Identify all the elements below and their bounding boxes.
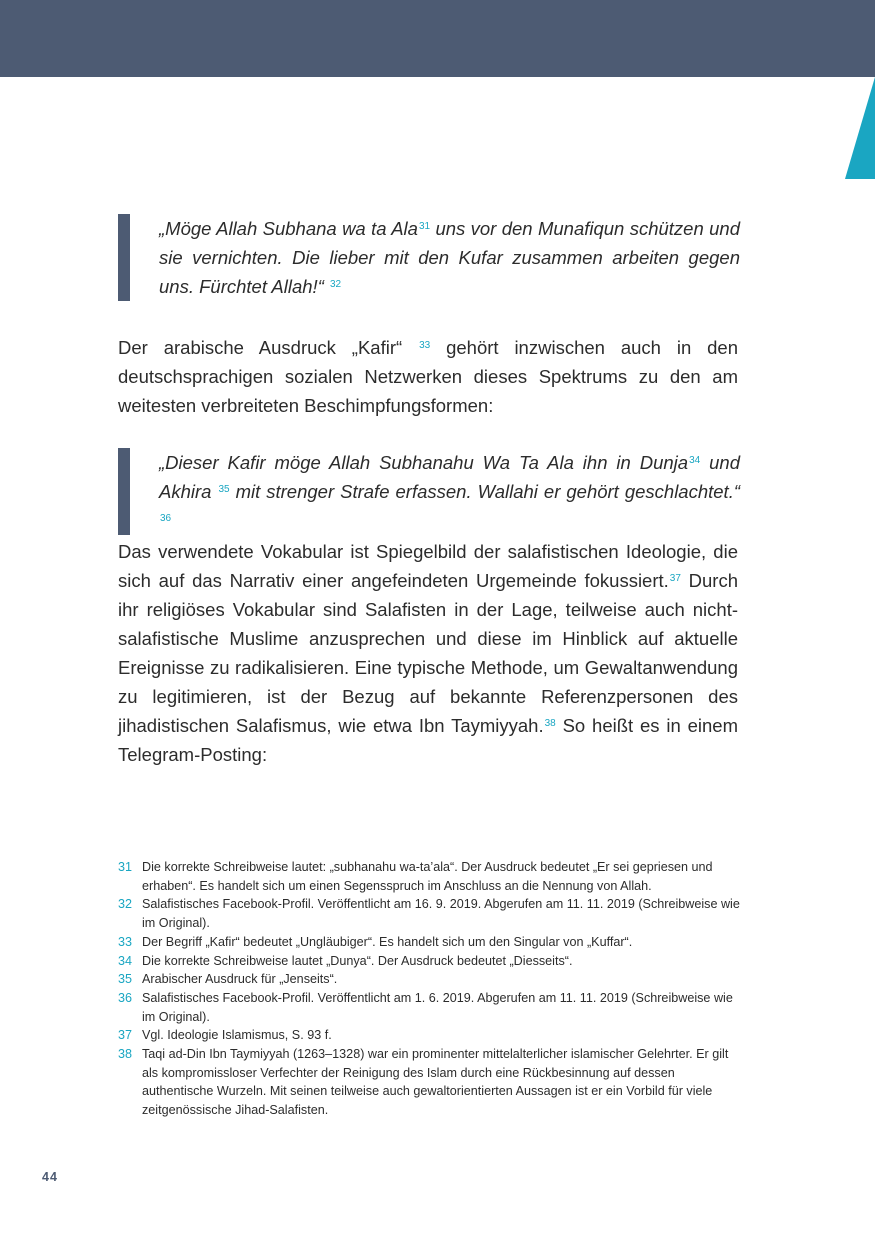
footnote-item [118,933,740,952]
footnote-number[interactable]: 38 [118,1047,133,1062]
paragraph-text: Der arabische Ausdruck „Kafir“ [118,337,403,358]
quote-bar [118,448,130,535]
footnote-ref[interactable]: 36 [160,513,172,524]
paragraph-2 [118,537,738,769]
footnote-item [118,1026,740,1045]
footnote-number[interactable]: 35 [118,972,133,987]
footnote-text: Arabischer Ausdruck für „Jenseits“. [142,972,338,987]
quote-text [159,448,740,535]
footnote-text: Der Begriff „Kafir“ bedeutet „Ungläubiger“. Es handelt sich um den Singular von „Kuffar“. [142,934,633,949]
footnote-number[interactable]: 34 [118,953,133,968]
blockquote-2 [118,448,740,535]
corner-accent-triangle [845,77,875,179]
blockquote-1 [118,214,740,301]
footnote-ref[interactable]: 37 [669,573,681,584]
quote-bar [118,214,130,301]
paragraph-text: Durch ihr religiöses Vokabular sind Salafisten in der Lage, teilweise auch nicht-salafistische Muslime anzusprechen und diese im Hinblick auf aktuelle Ereignisse zu radikalisieren. Eine typische Methode, um Gewaltanwendung zu legitimieren, ist der Bezug auf bekannte Referenzpersonen des jihadistischen Salafismus, wie etwa Ibn Taymiyyah. [118,570,738,736]
quote-text-part: „Möge Allah Subhana wa ta Ala [159,218,418,239]
footnote-item [118,1045,740,1120]
footnote-number[interactable]: 33 [118,934,133,949]
footnote-ref[interactable]: 35 [218,484,230,495]
footnote-text: Vgl. Ideologie Islamismus, S. 93 f. [142,1028,332,1043]
footnote-text: Salafistisches Facebook-Profil. Veröffentlicht am 1. 6. 2019. Abgerufen am 11. 11. 2019 (Schreibweise wie im Original). [142,990,733,1024]
paragraph-text: So heißt es in einem Telegram-Posting: [118,715,738,765]
footnote-item [118,989,740,1026]
page-number: 44 [42,1170,58,1184]
quote-text [159,214,740,301]
paragraph-text: gehört inzwischen auch in den deutschsprachigen sozialen Netzwerken dieses Spektrums zu den am weitesten verbreiteten Beschimpfungsformen: [118,337,739,416]
footnote-item [118,858,740,895]
footnote-number[interactable]: 32 [118,897,133,912]
footnotes-section [118,858,740,1120]
footnote-ref[interactable]: 32 [330,279,342,290]
quote-text-part: und Akhira [159,452,740,502]
footnote-item [118,970,740,989]
footnote-text: Die korrekte Schreibweise lautet „Dunya“. Der Ausdruck bedeutet „Diesseits“. [142,953,573,968]
quote-text-part: „Dieser Kafir möge Allah Subhanahu Wa Ta Ala ihn in Dunja [159,452,689,473]
header-bar [0,0,875,77]
footnote-item [118,952,740,971]
footnote-text: Taqi ad-Din Ibn Taymiyyah (1263–1328) war ein prominenter mittelalterlicher islamischer Gelehrter. Er gilt als kompromissloser Verfechter der Reinigung des Islam durch eine Rückbesinnung auf dessen authentische Wurzeln. Mit seinen teilweise auch gewaltorientierten Aussagen ist er ein Vorbild für viele zeitgenössische Jihad-Salafisten. [142,1047,729,1118]
footnote-ref[interactable]: 31 [418,221,431,232]
footnote-text: Salafistisches Facebook-Profil. Veröffentlicht am 16. 9. 2019. Abgerufen am 11. 11. 2019 (Schreibweise wie im Original). [142,897,740,931]
paragraph-1 [118,333,738,420]
footnote-item [118,895,740,932]
footnote-number[interactable]: 37 [118,1028,133,1043]
footnote-ref[interactable]: 38 [544,718,556,729]
footnote-number[interactable]: 31 [118,860,133,874]
footnote-ref[interactable]: 34 [689,455,701,466]
quote-text-part: mit strenger Strafe erfassen. Wallahi er gehört geschlachtet.“ [229,481,740,502]
quote-text-part: uns vor den Munafiqun schützen und sie vernichten. Die lieber mit den Kufar zusammen arbeiten gegen uns. Fürchtet Allah!“ [159,218,740,297]
paragraph-text: Das verwendete Vokabular ist Spiegelbild der salafistischen Ideologie, die sich auf das Narrativ einer angefeindeten Urgemeinde fokussiert. [118,541,738,591]
footnote-ref[interactable]: 33 [419,340,431,351]
footnote-number[interactable]: 36 [118,990,133,1005]
footnote-text: Die korrekte Schreibweise lautet: „subhanahu wa-ta’ala“. Der Ausdruck bedeutet „Er sei gepriesen und erhaben“. Es handelt sich um einen Segensspruch im Anschluss an die Nennung von Allah. [142,860,713,893]
